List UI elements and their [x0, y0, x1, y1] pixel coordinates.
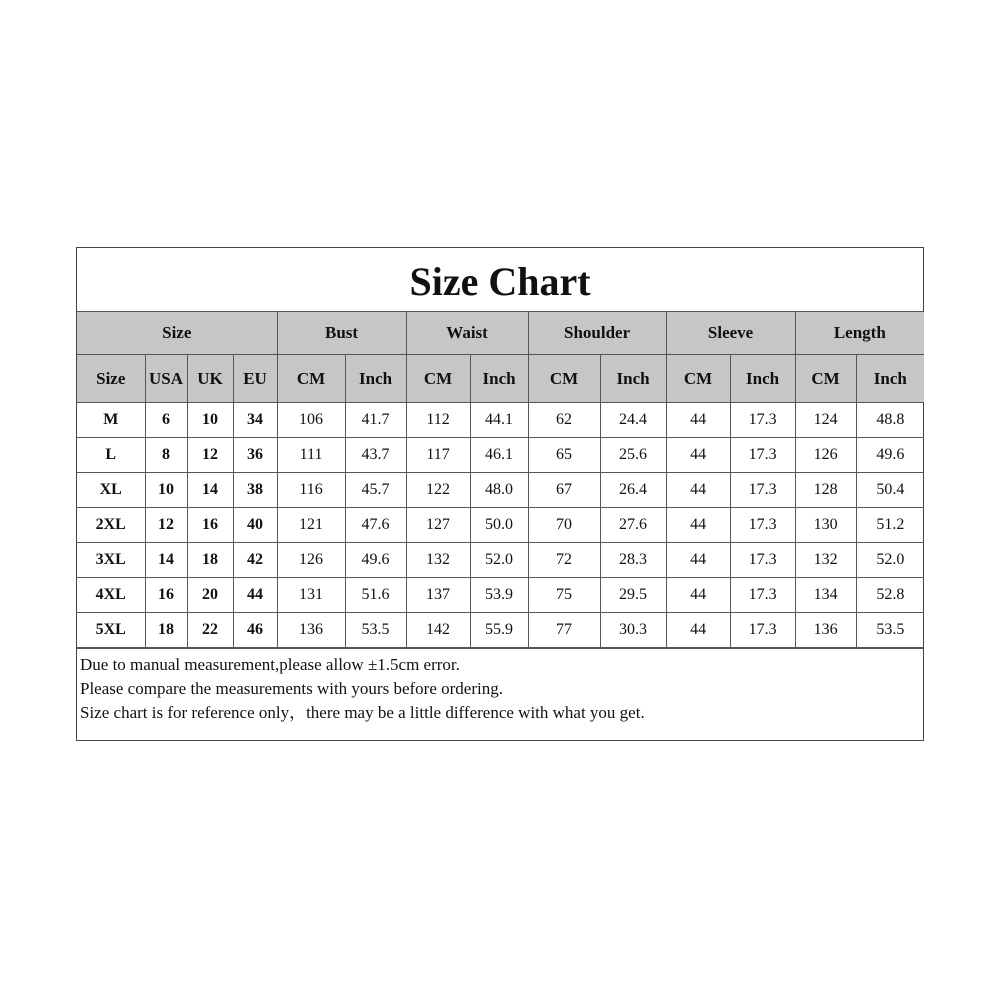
size-table	[77, 312, 924, 648]
subheader-shoulder-inch: Inch	[600, 355, 666, 403]
cell-size: 2XL	[77, 508, 145, 543]
cell-eu: 36	[233, 438, 277, 473]
cell-length-in: 48.8	[856, 403, 924, 438]
cell-uk: 18	[187, 543, 233, 578]
cell-waist-in: 53.9	[470, 578, 528, 613]
cell-sleeve-in: 17.3	[730, 578, 795, 613]
cell-waist-cm: 122	[406, 473, 470, 508]
subheader-eu: EU	[233, 355, 277, 403]
table-row	[77, 403, 924, 438]
note-line: Due to manual measurement,please allow ±1.5cm error.	[80, 655, 460, 674]
cell-usa: 6	[145, 403, 187, 438]
cell-sleeve-in: 17.3	[730, 508, 795, 543]
cell-eu: 38	[233, 473, 277, 508]
cell-length-in: 52.0	[856, 543, 924, 578]
cell-bust-cm: 121	[277, 508, 345, 543]
cell-waist-cm: 127	[406, 508, 470, 543]
group-length: Length	[795, 312, 924, 355]
notes	[77, 648, 923, 725]
cell-waist-in: 44.1	[470, 403, 528, 438]
group-bust: Bust	[277, 312, 406, 355]
cell-uk: 14	[187, 473, 233, 508]
cell-eu: 34	[233, 403, 277, 438]
table-row	[77, 543, 924, 578]
cell-usa: 16	[145, 578, 187, 613]
cell-waist-cm: 112	[406, 403, 470, 438]
table-row	[77, 508, 924, 543]
cell-bust-cm: 131	[277, 578, 345, 613]
group-waist: Waist	[406, 312, 528, 355]
cell-waist-cm: 137	[406, 578, 470, 613]
cell-bust-in: 49.6	[345, 543, 406, 578]
cell-eu: 46	[233, 613, 277, 648]
cell-shoulder-cm: 70	[528, 508, 600, 543]
cell-waist-cm: 117	[406, 438, 470, 473]
cell-sleeve-in: 17.3	[730, 543, 795, 578]
cell-length-in: 53.5	[856, 613, 924, 648]
cell-uk: 20	[187, 578, 233, 613]
subheader-waist-inch: Inch	[470, 355, 528, 403]
cell-waist-in: 55.9	[470, 613, 528, 648]
cell-sleeve-cm: 44	[666, 403, 730, 438]
cell-size: XL	[77, 473, 145, 508]
cell-size: 4XL	[77, 578, 145, 613]
subheader-size: Size	[77, 355, 145, 403]
table-row	[77, 438, 924, 473]
subheader-uk: UK	[187, 355, 233, 403]
subheader-usa: USA	[145, 355, 187, 403]
cell-eu: 40	[233, 508, 277, 543]
cell-shoulder-in: 25.6	[600, 438, 666, 473]
group-shoulder: Shoulder	[528, 312, 666, 355]
cell-uk: 22	[187, 613, 233, 648]
subheader-sleeve-cm: CM	[666, 355, 730, 403]
cell-shoulder-cm: 75	[528, 578, 600, 613]
subheader-waist-cm: CM	[406, 355, 470, 403]
cell-sleeve-cm: 44	[666, 578, 730, 613]
cell-size: M	[77, 403, 145, 438]
cell-eu: 44	[233, 578, 277, 613]
cell-bust-cm: 106	[277, 403, 345, 438]
cell-shoulder-cm: 72	[528, 543, 600, 578]
note-line: Size chart is for reference only，there may be a little difference with what you get.	[80, 703, 645, 722]
cell-waist-in: 52.0	[470, 543, 528, 578]
cell-shoulder-cm: 65	[528, 438, 600, 473]
subheader-sleeve-inch: Inch	[730, 355, 795, 403]
cell-shoulder-in: 28.3	[600, 543, 666, 578]
subheader-length-cm: CM	[795, 355, 856, 403]
subheader-bust-inch: Inch	[345, 355, 406, 403]
cell-length-cm: 128	[795, 473, 856, 508]
cell-usa: 8	[145, 438, 187, 473]
table-row	[77, 578, 924, 613]
cell-length-cm: 132	[795, 543, 856, 578]
cell-bust-in: 41.7	[345, 403, 406, 438]
cell-length-cm: 134	[795, 578, 856, 613]
cell-shoulder-in: 27.6	[600, 508, 666, 543]
cell-sleeve-in: 17.3	[730, 473, 795, 508]
cell-size: L	[77, 438, 145, 473]
cell-shoulder-in: 26.4	[600, 473, 666, 508]
cell-shoulder-in: 29.5	[600, 578, 666, 613]
group-sleeve: Sleeve	[666, 312, 795, 355]
cell-shoulder-cm: 67	[528, 473, 600, 508]
cell-bust-cm: 136	[277, 613, 345, 648]
cell-shoulder-cm: 77	[528, 613, 600, 648]
cell-usa: 14	[145, 543, 187, 578]
group-header-row	[77, 312, 924, 355]
cell-waist-in: 50.0	[470, 508, 528, 543]
cell-length-cm: 126	[795, 438, 856, 473]
cell-shoulder-in: 24.4	[600, 403, 666, 438]
cell-sleeve-in: 17.3	[730, 613, 795, 648]
sub-header-row	[77, 355, 924, 403]
cell-bust-in: 51.6	[345, 578, 406, 613]
cell-sleeve-in: 17.3	[730, 403, 795, 438]
cell-sleeve-cm: 44	[666, 473, 730, 508]
cell-uk: 16	[187, 508, 233, 543]
cell-sleeve-cm: 44	[666, 543, 730, 578]
group-size: Size	[77, 312, 277, 355]
cell-uk: 10	[187, 403, 233, 438]
cell-bust-in: 45.7	[345, 473, 406, 508]
cell-waist-cm: 142	[406, 613, 470, 648]
table-body	[77, 403, 924, 648]
cell-size: 5XL	[77, 613, 145, 648]
subheader-bust-cm: CM	[277, 355, 345, 403]
cell-sleeve-cm: 44	[666, 508, 730, 543]
cell-length-cm: 136	[795, 613, 856, 648]
cell-size: 3XL	[77, 543, 145, 578]
cell-bust-in: 53.5	[345, 613, 406, 648]
cell-length-in: 49.6	[856, 438, 924, 473]
cell-length-in: 52.8	[856, 578, 924, 613]
subheader-length-inch: Inch	[856, 355, 924, 403]
cell-waist-in: 48.0	[470, 473, 528, 508]
cell-sleeve-in: 17.3	[730, 438, 795, 473]
cell-length-in: 50.4	[856, 473, 924, 508]
table-row	[77, 473, 924, 508]
cell-usa: 10	[145, 473, 187, 508]
chart-title: Size Chart	[77, 248, 923, 312]
cell-bust-in: 43.7	[345, 438, 406, 473]
cell-waist-in: 46.1	[470, 438, 528, 473]
cell-shoulder-in: 30.3	[600, 613, 666, 648]
cell-waist-cm: 132	[406, 543, 470, 578]
cell-usa: 18	[145, 613, 187, 648]
cell-bust-cm: 126	[277, 543, 345, 578]
note-line: Please compare the measurements with yours before ordering.	[80, 679, 503, 698]
cell-bust-cm: 111	[277, 438, 345, 473]
size-chart	[76, 247, 924, 741]
cell-eu: 42	[233, 543, 277, 578]
cell-usa: 12	[145, 508, 187, 543]
cell-length-in: 51.2	[856, 508, 924, 543]
cell-sleeve-cm: 44	[666, 613, 730, 648]
cell-length-cm: 124	[795, 403, 856, 438]
cell-shoulder-cm: 62	[528, 403, 600, 438]
cell-sleeve-cm: 44	[666, 438, 730, 473]
subheader-shoulder-cm: CM	[528, 355, 600, 403]
cell-bust-cm: 116	[277, 473, 345, 508]
cell-uk: 12	[187, 438, 233, 473]
table-row	[77, 613, 924, 648]
cell-length-cm: 130	[795, 508, 856, 543]
cell-bust-in: 47.6	[345, 508, 406, 543]
